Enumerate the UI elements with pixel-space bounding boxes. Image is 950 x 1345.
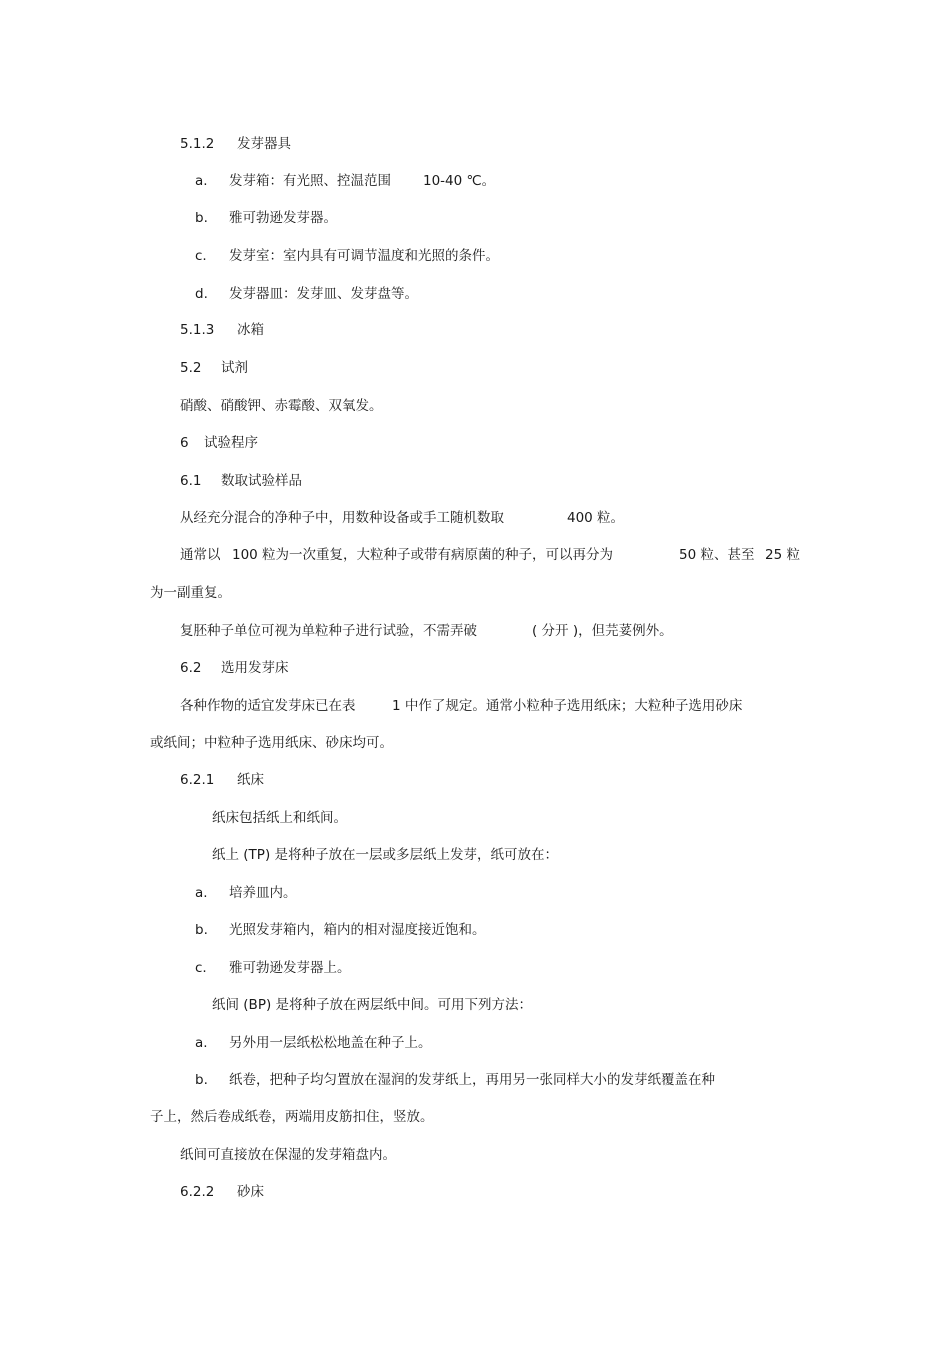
paragraph-text: 复胚种子单位可视为单粒种子进行试验，不需弄破 (180, 623, 477, 639)
section-number: 6.2.2 (180, 1184, 215, 1200)
section-title: 冰箱 (237, 322, 264, 338)
paragraph-text: 通常以 (180, 547, 221, 563)
section-number: 6.2 (180, 660, 202, 676)
section-title: 纸床 (237, 772, 264, 788)
section-number: 5.1.2 (180, 136, 215, 152)
section-number: 5.2 (180, 360, 202, 376)
paragraph-value: 400 粒。 (567, 510, 625, 526)
list-marker: a. (195, 173, 208, 189)
paragraph: 纸间可直接放在保湿的发芽箱盘内。 (180, 1147, 396, 1163)
list-marker: c. (195, 960, 207, 976)
paragraph: 纸床包括纸上和纸间。 (212, 810, 347, 826)
paragraph-text: 25 粒 (765, 547, 800, 563)
section-number: 6.2.1 (180, 772, 215, 788)
paragraph-text: 各种作物的适宜发芽床已在表 (180, 698, 356, 714)
paragraph-continuation: 为一副重复。 (150, 585, 231, 601)
list-marker: b. (195, 1072, 208, 1088)
paragraph-continuation: 子上，然后卷成纸卷，两端用皮筋扣住，竖放。 (150, 1109, 434, 1125)
paragraph-continuation: 或纸间；中粒种子选用纸床、砂床均可。 (150, 735, 393, 751)
list-text: 雅可勃逊发芽器上。 (229, 960, 351, 976)
section-number: 6.1 (180, 473, 202, 489)
section-number: 6 (180, 435, 189, 451)
list-text: 纸卷，把种子均匀置放在湿润的发芽纸上，再用另一张同样大小的发芽纸覆盖在种 (229, 1072, 715, 1088)
list-text: 另外用一层纸松松地盖在种子上。 (229, 1035, 432, 1051)
section-title: 数取试验样品 (221, 473, 302, 489)
paragraph: 纸间 (BP) 是将种子放在两层纸中间。可用下列方法： (212, 997, 533, 1013)
list-text: 发芽室：室内具有可调节温度和光照的条件。 (229, 248, 499, 264)
list-text: 培养皿内。 (229, 885, 297, 901)
section-number: 5.1.3 (180, 322, 215, 338)
list-value: 10-40 ℃。 (423, 173, 496, 189)
section-title: 砂床 (237, 1184, 264, 1200)
list-marker: c. (195, 248, 207, 264)
section-title: 选用发芽床 (221, 660, 289, 676)
section-title: 试验程序 (204, 435, 258, 451)
list-marker: a. (195, 885, 208, 901)
section-title: 试剂 (221, 360, 248, 376)
reagents-paragraph: 硝酸、硝酸钾、赤霉酸、双氧发。 (180, 398, 383, 414)
paragraph-text: ( 分开 )，但芫荽例外。 (532, 623, 673, 639)
paragraph-text: 50 粒、甚至 (679, 547, 755, 563)
list-marker: d. (195, 286, 208, 302)
list-text: 光照发芽箱内，箱内的相对湿度接近饱和。 (229, 922, 486, 938)
paragraph-text: 从经充分混合的净种子中，用数种设备或手工随机数取 (180, 510, 504, 526)
paragraph: 纸上 (TP) 是将种子放在一层或多层纸上发芽，纸可放在： (212, 847, 559, 863)
list-marker: b. (195, 210, 208, 226)
paragraph-text: 1 中作了规定。通常小粒种子选用纸床；大粒种子选用砂床 (392, 698, 743, 714)
list-text: 雅可勃逊发芽器。 (229, 210, 337, 226)
list-marker: b. (195, 922, 208, 938)
list-marker: a. (195, 1035, 208, 1051)
list-text: 发芽箱：有光照、控温范围 (229, 173, 391, 189)
paragraph-text: 100 粒为一次重复，大粒种子或带有病原菌的种子，可以再分为 (232, 547, 614, 563)
section-title: 发芽器具 (237, 136, 291, 152)
list-text: 发芽器皿：发芽皿、发芽盘等。 (229, 286, 418, 302)
